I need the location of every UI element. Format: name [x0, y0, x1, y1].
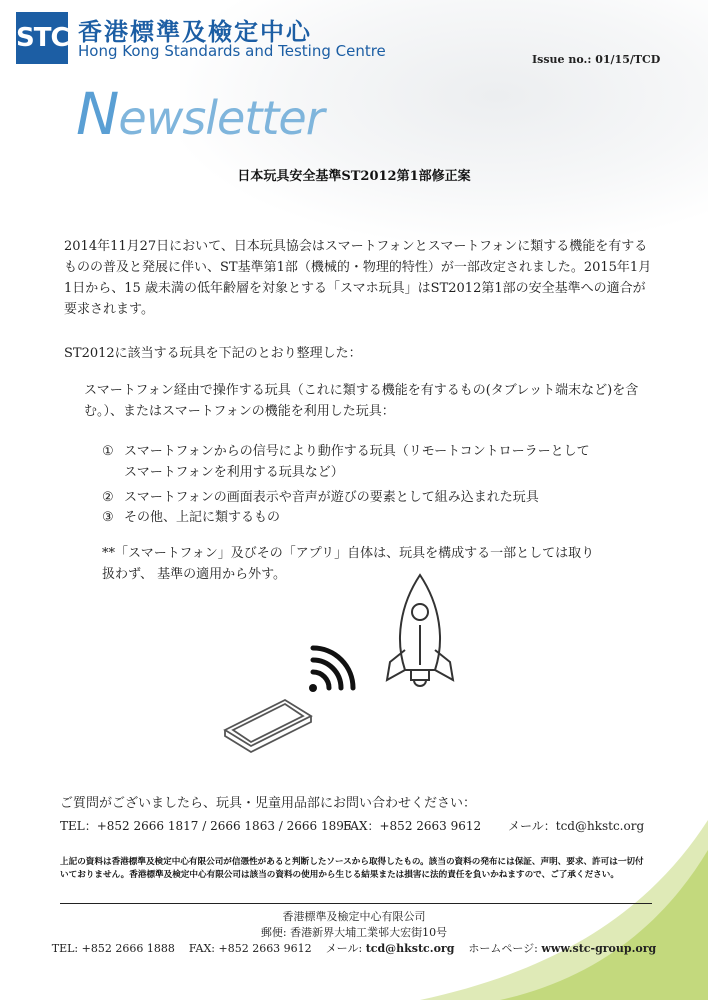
- footer-mail-label: メール:: [325, 942, 363, 955]
- list-item-text: スマートフォンの画面表示や音声が遊びの要素として組み込まれた玩具: [124, 490, 539, 505]
- list-item-number: ③: [102, 510, 114, 525]
- list-item: [102, 487, 662, 508]
- intro-paragraph: 2014年11月27日において、日本玩具協会はスマートフォンとスマートフォンに類する機能を有するものの普及と発展に伴い、ST基準第1部（機械的・物理的特性）が一部改定されました。2015年1月1日から、15 歳未満の低年齢層を対象とする「スマホ玩具」はST2012第1部の安全基準への適合が要求されます。: [64, 239, 652, 317]
- page-title: 日本玩具安全基準ST2012第1部修正案: [237, 169, 471, 184]
- definition-paragraph: スマートフォン経由で操作する玩具（これに類する機能を有するもの(タブレット端末など)を含む。）、またはスマートフォンの機能を利用した玩具：: [84, 383, 639, 419]
- newsletter-rest: ewsletter: [118, 91, 324, 145]
- contact-email[interactable]: メール：tcd@hkstc.org: [508, 819, 645, 833]
- footer-home-label: ホームページ:: [468, 942, 538, 955]
- disclaimer: 上記の資料は香港標準及検定中心有限公司が信憑性があると判断したソースから取得したもの。該当の資料の発布には保証、声明、要求、許可は一切付いておりません。香港標準及検定中心有限公司は該当の資料の使用から生じる結果または損害に法的責任を負いかねますので、ご了承ください。: [60, 857, 644, 880]
- list-item-text: その他、上記に類するもの: [124, 510, 281, 525]
- footer-fax: FAX: +852 2663 9612: [188, 942, 312, 955]
- contact-tel: TEL：+852 2666 1817 / 2666 1863 / 2666 1895: [60, 819, 352, 833]
- footer-mail-link[interactable]: tcd@hkstc.org: [365, 942, 455, 955]
- divider: [60, 903, 652, 904]
- stc-logo: STC: [16, 12, 68, 64]
- footer-address: 郵便: 香港新界大埔工業邨大宏街10号: [260, 926, 448, 939]
- footer-home-link[interactable]: www.stc-group.org: [541, 942, 657, 955]
- note-paragraph: **「スマートフォン」及びその「アプリ」自体は、玩具を構成する一部としては取り扱わず、 基準の適用から外す。: [102, 546, 595, 582]
- list-item-text: スマートフォンからの信号により動作する玩具（リモートコントローラーとして: [124, 444, 590, 459]
- smartphone-icon: [225, 700, 311, 752]
- list-item-text-cont: スマートフォンを利用する玩具など）: [124, 465, 344, 480]
- newsletter-cap: N: [76, 80, 119, 148]
- footer-contact: [0, 940, 708, 956]
- list-item: [102, 441, 662, 483]
- list-item-number: ②: [102, 490, 114, 505]
- org-name-en: Hong Kong Standards and Testing Centre: [78, 42, 386, 60]
- issue-number: Issue no.: 01/15/TCD: [532, 53, 661, 66]
- contact-question: ご質問がございましたら、玩具・児童用品部にお問い合わせください：: [60, 796, 477, 811]
- footer-company: 香港標準及檢定中心有限公司: [282, 910, 426, 923]
- rocket-icon: [387, 575, 453, 686]
- smartphone-rocket-illustration: [215, 570, 485, 760]
- contact-fax: FAX：+852 2663 9612: [343, 819, 482, 833]
- org-name-zh: 香港標準及檢定中心: [78, 18, 312, 46]
- list-item-number: ①: [102, 444, 114, 459]
- scope-paragraph: ST2012に該当する玩具を下記のとおり整理した：: [64, 346, 362, 361]
- list-item: [102, 507, 662, 528]
- wifi-signal-icon: [309, 648, 353, 692]
- newsletter-heading: [76, 80, 324, 148]
- footer-tel: TEL: +852 2666 1888: [51, 942, 175, 955]
